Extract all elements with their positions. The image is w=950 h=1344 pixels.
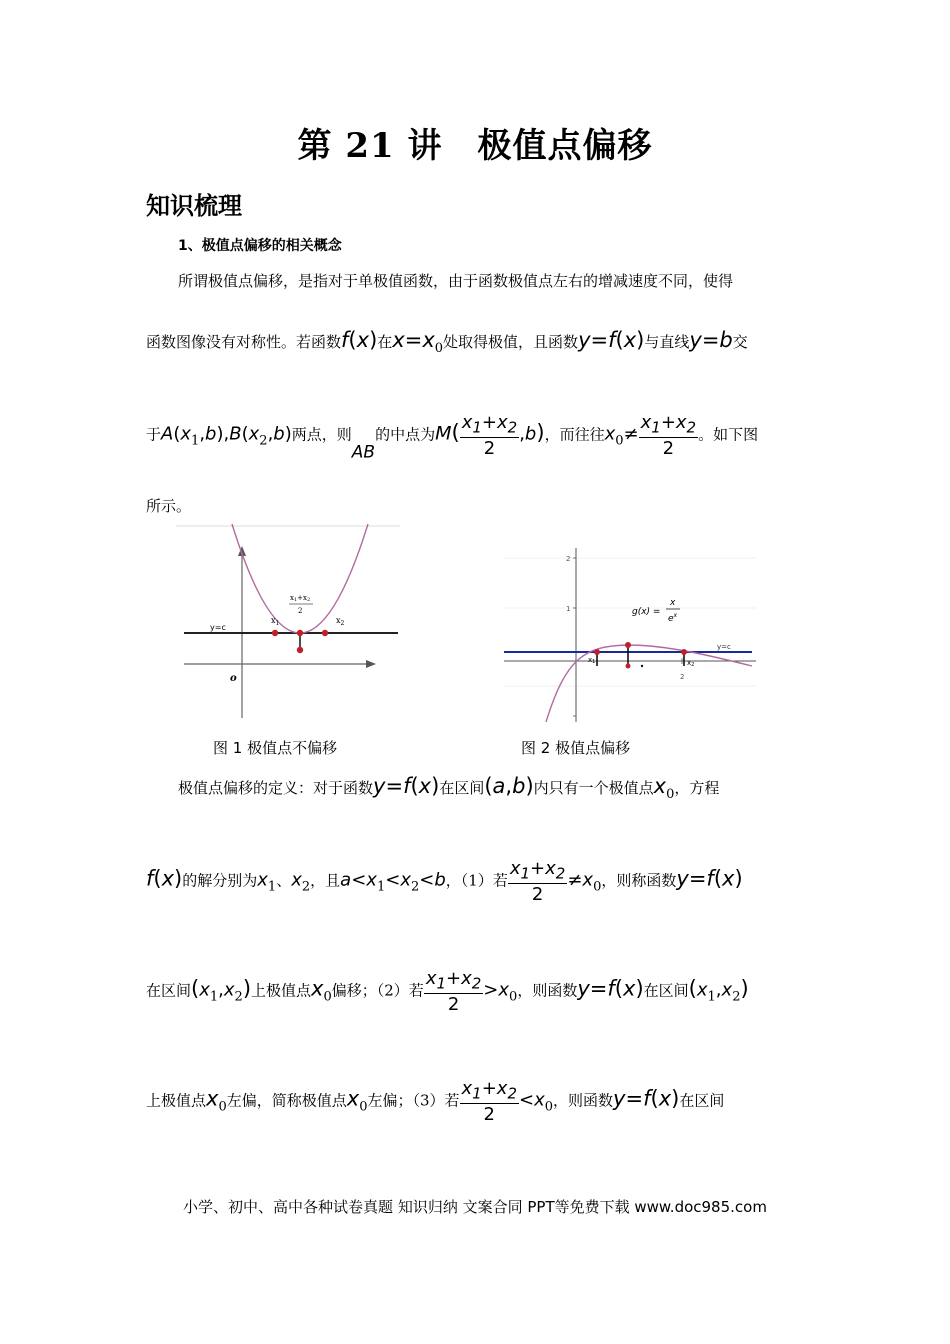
para1-line1: 所谓极值点偏移，是指对于单极值函数，由于函数极值点左右的增减速度不同，使得 bbox=[178, 272, 734, 290]
label-yc: y=c bbox=[717, 643, 731, 651]
figure-1 bbox=[176, 524, 400, 720]
label-x2: x2 bbox=[687, 659, 695, 668]
point-x2 bbox=[322, 630, 328, 636]
label-mid-num: x1+x2 bbox=[290, 594, 311, 603]
point-vertex bbox=[297, 647, 303, 653]
subsection-heading: 1、极值点偏移的相关概念 bbox=[178, 238, 342, 254]
label-yc: y=c bbox=[210, 623, 226, 632]
label-x1: $x_1$ bbox=[271, 616, 280, 627]
func-den: $e^x$ bbox=[668, 612, 678, 624]
para1-line2: 函数图像没有对称性。若函数f(x)在x=x0处取得极值，且函数y=f(x)与直线y=b交 bbox=[146, 328, 748, 356]
point-x1 bbox=[594, 649, 600, 655]
para2-line4: 上极值点x0左偏，简称极值点x0左偏；（3）若 $\frac{x_1+x_2}{2}$ <x0，则函数y=f(x)在区间 bbox=[146, 1078, 725, 1125]
para2-line2: f(x)的解分别为x1、x2，且a<x1<x2<b，（1）若 $\frac{x_1+x_2}{2}$ ≠x0，则称函数y=f(x) bbox=[146, 858, 743, 905]
point-x0 bbox=[626, 664, 631, 669]
para2-line3: 在区间(x1,x2)上极值点x0偏移；（2）若 $\frac{x_1+x_2}{2}$ >x0，则函数y=f(x)在区间(x1,x2) bbox=[146, 968, 749, 1015]
point-x1 bbox=[272, 630, 278, 636]
svg-text:2: 2 bbox=[566, 555, 571, 563]
figure-1-caption: 图 1 极值点不偏移 bbox=[213, 739, 338, 757]
para2-line1: 极值点偏移的定义：对于函数y=f(x)在区间(a,b)内只有一个极值点x0，方程 bbox=[178, 774, 720, 802]
point-mid bbox=[297, 630, 303, 636]
section-heading: 知识梳理 bbox=[146, 192, 242, 220]
label-x1: x1 bbox=[588, 656, 596, 665]
svg-text:x: x bbox=[670, 598, 676, 608]
page-title: 第 21 讲 极值点偏移 bbox=[297, 126, 653, 166]
figure-2 bbox=[504, 548, 756, 722]
point-x2 bbox=[681, 649, 687, 655]
func-label: g(x) = bbox=[632, 607, 661, 617]
label-origin: o bbox=[230, 673, 237, 684]
figure-2-caption: 图 2 极值点偏移 bbox=[521, 739, 631, 757]
label-mid-den: 2 bbox=[298, 607, 303, 615]
svg-text:2: 2 bbox=[680, 673, 685, 681]
label-x2: $x_2$ bbox=[336, 616, 345, 627]
para1-line4: 所示。 bbox=[146, 497, 192, 515]
para1-line3: 于A(x1,b),B(x2,b)两点，则AB的中点为M( $\frac{x_1+x_2}{2}$ ,b)，而往往x0≠ $\frac{x_1+x_2}{2}$ 。如下图 bbox=[146, 412, 759, 463]
page-footer: 小学、初中、高中各种试卷真题 知识归纳 文案合同 PPT等免费下载 www.doc985.com bbox=[183, 1198, 767, 1216]
point-max bbox=[625, 642, 631, 648]
svg-text:1: 1 bbox=[566, 605, 571, 613]
